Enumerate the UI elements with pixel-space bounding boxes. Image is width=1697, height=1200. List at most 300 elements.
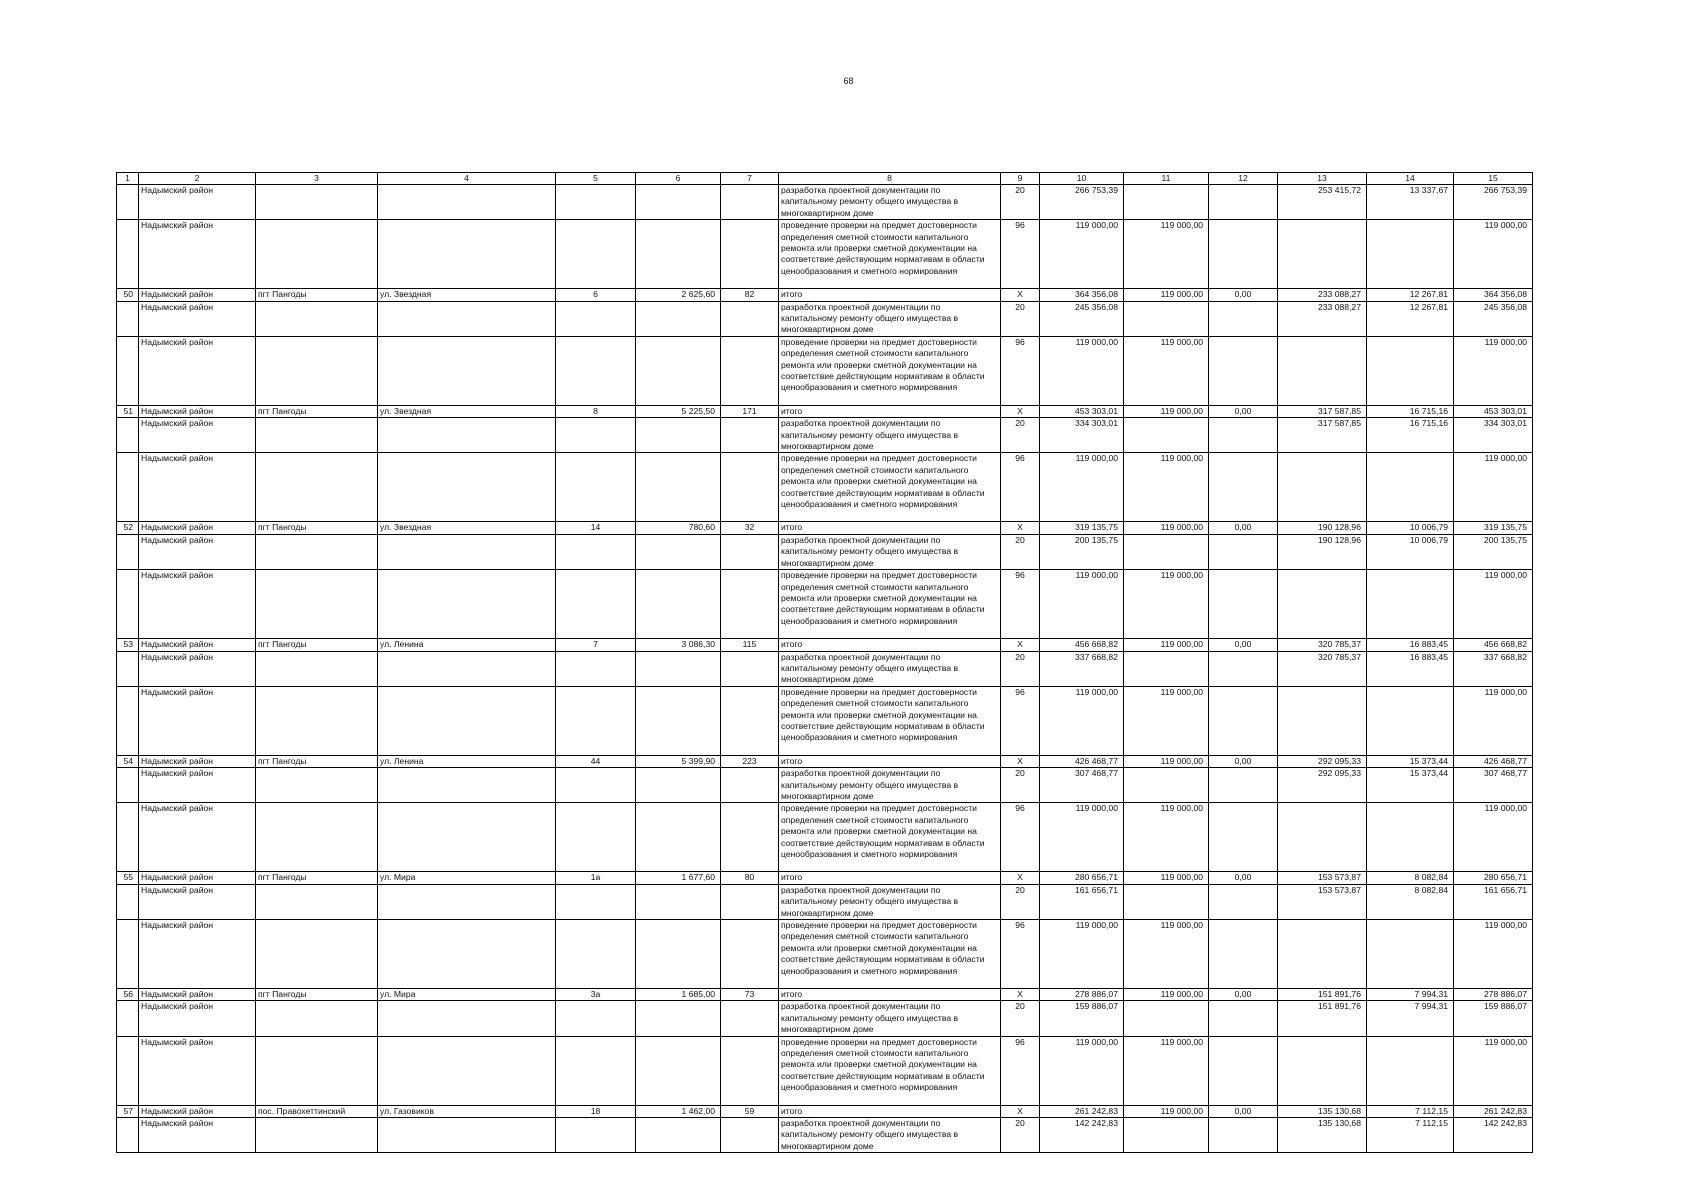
table-row	[117, 289, 1533, 301]
grand-total-cell: 280 656,71	[1454, 872, 1533, 884]
row-number-cell: 56	[117, 988, 139, 1000]
total-cost-cell: 334 303,01	[1040, 418, 1124, 453]
fund-cost-cell	[1124, 1118, 1209, 1153]
code-cell: 20	[1001, 418, 1040, 453]
work-type-cell: разработка проектной документации по капитальному ремонту общего имущества в многоквартирном доме	[779, 418, 1001, 453]
house-number-cell	[556, 768, 636, 803]
house-number-cell: 14	[556, 522, 636, 534]
grand-total-cell: 119 000,00	[1454, 336, 1533, 405]
row-number-cell	[117, 768, 139, 803]
street-cell	[378, 1036, 556, 1105]
district-cell: Надымский район	[139, 336, 256, 405]
street-cell	[378, 919, 556, 988]
total-cost-cell: 456 668,82	[1040, 639, 1124, 651]
table-row	[117, 1118, 1533, 1153]
settlement-cell: пгт Пангоды	[256, 872, 378, 884]
fund-cost-cell: 119 000,00	[1124, 570, 1209, 639]
total-cost-cell: 337 668,82	[1040, 651, 1124, 686]
grand-total-cell: 364 356,08	[1454, 289, 1533, 301]
row-number-cell	[117, 803, 139, 872]
district-cell: Надымский район	[139, 651, 256, 686]
code-cell: X	[1001, 988, 1040, 1000]
district-cell: Надымский район	[139, 220, 256, 289]
residents-cell: 59	[721, 1105, 779, 1117]
row-number-cell: 57	[117, 1105, 139, 1117]
budget-cost-cell	[1209, 185, 1278, 220]
residents-cell	[721, 453, 779, 522]
residents-cell: 73	[721, 988, 779, 1000]
street-cell	[378, 453, 556, 522]
table-row	[117, 1036, 1533, 1105]
district-cell: Надымский район	[139, 639, 256, 651]
district-cell: Надымский район	[139, 1118, 256, 1153]
residents-cell	[721, 803, 779, 872]
area-cell: 3 086,30	[636, 639, 721, 651]
work-type-cell: итого	[779, 988, 1001, 1000]
row-number-cell: 50	[117, 289, 139, 301]
house-number-cell	[556, 919, 636, 988]
total-cost-cell: 278 886,07	[1040, 988, 1124, 1000]
residents-cell	[721, 884, 779, 919]
table-row	[117, 336, 1533, 405]
regional-cost-cell: 317 587,85	[1278, 405, 1367, 417]
house-number-cell: 44	[556, 755, 636, 767]
column-header-2: 2	[139, 173, 256, 185]
total-cost-cell: 161 656,71	[1040, 884, 1124, 919]
repair-program-table-container	[116, 172, 1533, 1153]
settlement-cell	[256, 1118, 378, 1153]
grand-total-cell: 334 303,01	[1454, 418, 1533, 453]
grand-total-cell: 245 356,08	[1454, 301, 1533, 336]
row-number-cell	[117, 185, 139, 220]
budget-cost-cell	[1209, 919, 1278, 988]
code-cell: X	[1001, 755, 1040, 767]
work-type-cell: итого	[779, 405, 1001, 417]
house-number-cell: 3а	[556, 988, 636, 1000]
fund-cost-cell: 119 000,00	[1124, 639, 1209, 651]
street-cell	[378, 1001, 556, 1036]
total-cost-cell: 142 242,83	[1040, 1118, 1124, 1153]
code-cell: 96	[1001, 220, 1040, 289]
residents-cell	[721, 919, 779, 988]
code-cell: X	[1001, 522, 1040, 534]
row-number-cell: 54	[117, 755, 139, 767]
area-cell: 1 685,00	[636, 988, 721, 1000]
regional-cost-cell: 292 095,33	[1278, 755, 1367, 767]
regional-cost-cell: 320 785,37	[1278, 651, 1367, 686]
budget-cost-cell: 0,00	[1209, 405, 1278, 417]
table-header	[117, 173, 1533, 185]
work-type-cell: итого	[779, 522, 1001, 534]
total-cost-cell: 319 135,75	[1040, 522, 1124, 534]
settlement-cell: пгт Пангоды	[256, 522, 378, 534]
row-number-cell	[117, 534, 139, 569]
budget-cost-cell	[1209, 418, 1278, 453]
work-type-cell: итого	[779, 755, 1001, 767]
table-row	[117, 1105, 1533, 1117]
settlement-cell: пгт Пангоды	[256, 988, 378, 1000]
residents-cell	[721, 185, 779, 220]
code-cell: 20	[1001, 651, 1040, 686]
residents-cell: 223	[721, 755, 779, 767]
fund-cost-cell	[1124, 301, 1209, 336]
residents-cell: 80	[721, 872, 779, 884]
code-cell: 20	[1001, 1118, 1040, 1153]
grand-total-cell: 119 000,00	[1454, 570, 1533, 639]
total-cost-cell: 119 000,00	[1040, 1036, 1124, 1105]
house-number-cell	[556, 301, 636, 336]
regional-cost-cell: 253 415,72	[1278, 185, 1367, 220]
street-cell	[378, 336, 556, 405]
residents-cell	[721, 336, 779, 405]
regional-cost-cell	[1278, 336, 1367, 405]
street-cell: ул. Звездная	[378, 405, 556, 417]
table-row	[117, 919, 1533, 988]
budget-cost-cell: 0,00	[1209, 988, 1278, 1000]
local-cost-cell: 16 883,45	[1367, 639, 1454, 651]
total-cost-cell: 453 303,01	[1040, 405, 1124, 417]
total-cost-cell: 261 242,83	[1040, 1105, 1124, 1117]
column-header-15: 15	[1454, 173, 1533, 185]
residents-cell: 115	[721, 639, 779, 651]
residents-cell	[721, 570, 779, 639]
local-cost-cell	[1367, 1036, 1454, 1105]
table-row	[117, 534, 1533, 569]
grand-total-cell: 278 886,07	[1454, 988, 1533, 1000]
budget-cost-cell	[1209, 570, 1278, 639]
residents-cell	[721, 301, 779, 336]
area-cell	[636, 453, 721, 522]
grand-total-cell: 159 886,07	[1454, 1001, 1533, 1036]
row-number-cell	[117, 1118, 139, 1153]
street-cell	[378, 686, 556, 755]
settlement-cell: пгт Пангоды	[256, 755, 378, 767]
local-cost-cell	[1367, 220, 1454, 289]
row-number-cell: 51	[117, 405, 139, 417]
row-number-cell: 52	[117, 522, 139, 534]
street-cell	[378, 418, 556, 453]
area-cell	[636, 768, 721, 803]
total-cost-cell: 200 135,75	[1040, 534, 1124, 569]
residents-cell	[721, 1001, 779, 1036]
local-cost-cell: 15 373,44	[1367, 768, 1454, 803]
table-row	[117, 884, 1533, 919]
settlement-cell	[256, 453, 378, 522]
work-type-cell: итого	[779, 639, 1001, 651]
total-cost-cell: 119 000,00	[1040, 336, 1124, 405]
district-cell: Надымский район	[139, 418, 256, 453]
house-number-cell	[556, 570, 636, 639]
area-cell: 1 462,00	[636, 1105, 721, 1117]
grand-total-cell: 319 135,75	[1454, 522, 1533, 534]
district-cell: Надымский район	[139, 570, 256, 639]
house-number-cell: 18	[556, 1105, 636, 1117]
table-row	[117, 453, 1533, 522]
house-number-cell	[556, 453, 636, 522]
district-cell: Надымский район	[139, 884, 256, 919]
settlement-cell	[256, 418, 378, 453]
street-cell: ул. Мира	[378, 872, 556, 884]
house-number-cell	[556, 1001, 636, 1036]
regional-cost-cell: 233 088,27	[1278, 301, 1367, 336]
fund-cost-cell	[1124, 418, 1209, 453]
fund-cost-cell: 119 000,00	[1124, 522, 1209, 534]
table-row	[117, 988, 1533, 1000]
page-number: 68	[843, 76, 854, 86]
work-type-cell: разработка проектной документации по капитальному ремонту общего имущества в многоквартирном доме	[779, 1001, 1001, 1036]
column-header-8: 8	[779, 173, 1001, 185]
fund-cost-cell: 119 000,00	[1124, 988, 1209, 1000]
total-cost-cell: 119 000,00	[1040, 686, 1124, 755]
fund-cost-cell: 119 000,00	[1124, 405, 1209, 417]
table-row	[117, 185, 1533, 220]
local-cost-cell: 15 373,44	[1367, 755, 1454, 767]
work-type-cell: разработка проектной документации по капитальному ремонту общего имущества в многоквартирном доме	[779, 534, 1001, 569]
house-number-cell	[556, 651, 636, 686]
area-cell	[636, 884, 721, 919]
settlement-cell	[256, 220, 378, 289]
column-header-13: 13	[1278, 173, 1367, 185]
regional-cost-cell: 153 573,87	[1278, 884, 1367, 919]
work-type-cell: разработка проектной документации по капитальному ремонту общего имущества в многоквартирном доме	[779, 1118, 1001, 1153]
work-type-cell: проведение проверки на предмет достоверности определения сметной стоимости капитального ремонта или проверки сметной документации на соответствие действующим нормативам в области ценообразования и сметного нормирования	[779, 1036, 1001, 1105]
budget-cost-cell	[1209, 301, 1278, 336]
settlement-cell: пгт Пангоды	[256, 639, 378, 651]
regional-cost-cell	[1278, 220, 1367, 289]
area-cell: 780,60	[636, 522, 721, 534]
regional-cost-cell	[1278, 453, 1367, 522]
house-number-cell: 8	[556, 405, 636, 417]
district-cell: Надымский район	[139, 803, 256, 872]
residents-cell: 82	[721, 289, 779, 301]
settlement-cell: пгт Пангоды	[256, 405, 378, 417]
table-row	[117, 803, 1533, 872]
code-cell: 96	[1001, 803, 1040, 872]
grand-total-cell: 119 000,00	[1454, 686, 1533, 755]
regional-cost-cell: 233 088,27	[1278, 289, 1367, 301]
code-cell: 20	[1001, 768, 1040, 803]
row-number-cell	[117, 418, 139, 453]
residents-cell	[721, 220, 779, 289]
district-cell: Надымский район	[139, 405, 256, 417]
area-cell	[636, 220, 721, 289]
district-cell: Надымский район	[139, 289, 256, 301]
code-cell: 20	[1001, 534, 1040, 569]
house-number-cell	[556, 1036, 636, 1105]
table-row	[117, 418, 1533, 453]
budget-cost-cell: 0,00	[1209, 872, 1278, 884]
work-type-cell: проведение проверки на предмет достоверности определения сметной стоимости капитального ремонта или проверки сметной документации на соответствие действующим нормативам в области ценообразования и сметного нормирования	[779, 336, 1001, 405]
column-header-11: 11	[1124, 173, 1209, 185]
work-type-cell: итого	[779, 872, 1001, 884]
column-header-1: 1	[117, 173, 139, 185]
local-cost-cell: 12 267,81	[1367, 289, 1454, 301]
regional-cost-cell: 151 891,76	[1278, 1001, 1367, 1036]
budget-cost-cell: 0,00	[1209, 755, 1278, 767]
fund-cost-cell	[1124, 1001, 1209, 1036]
grand-total-cell: 200 135,75	[1454, 534, 1533, 569]
total-cost-cell: 119 000,00	[1040, 220, 1124, 289]
regional-cost-cell: 317 587,85	[1278, 418, 1367, 453]
grand-total-cell: 426 468,77	[1454, 755, 1533, 767]
district-cell: Надымский район	[139, 872, 256, 884]
area-cell	[636, 1118, 721, 1153]
column-header-4: 4	[378, 173, 556, 185]
total-cost-cell: 426 468,77	[1040, 755, 1124, 767]
local-cost-cell	[1367, 570, 1454, 639]
settlement-cell: пос. Правохеттинский	[256, 1105, 378, 1117]
street-cell	[378, 185, 556, 220]
street-cell	[378, 570, 556, 639]
local-cost-cell: 16 715,16	[1367, 405, 1454, 417]
settlement-cell	[256, 1036, 378, 1105]
residents-cell	[721, 534, 779, 569]
area-cell	[636, 185, 721, 220]
local-cost-cell	[1367, 686, 1454, 755]
code-cell: 96	[1001, 570, 1040, 639]
code-cell: 96	[1001, 1036, 1040, 1105]
code-cell: 96	[1001, 336, 1040, 405]
total-cost-cell: 280 656,71	[1040, 872, 1124, 884]
street-cell	[378, 768, 556, 803]
budget-cost-cell: 0,00	[1209, 639, 1278, 651]
settlement-cell	[256, 803, 378, 872]
area-cell	[636, 534, 721, 569]
work-type-cell: проведение проверки на предмет достоверности определения сметной стоимости капитального ремонта или проверки сметной документации на соответствие действующим нормативам в области ценообразования и сметного нормирования	[779, 803, 1001, 872]
house-number-cell	[556, 336, 636, 405]
grand-total-cell: 119 000,00	[1454, 1036, 1533, 1105]
work-type-cell: проведение проверки на предмет достоверности определения сметной стоимости капитального ремонта или проверки сметной документации на соответствие действующим нормативам в области ценообразования и сметного нормирования	[779, 919, 1001, 988]
grand-total-cell: 119 000,00	[1454, 919, 1533, 988]
district-cell: Надымский район	[139, 1105, 256, 1117]
street-cell	[378, 884, 556, 919]
settlement-cell	[256, 919, 378, 988]
row-number-cell	[117, 336, 139, 405]
local-cost-cell	[1367, 919, 1454, 988]
grand-total-cell: 161 656,71	[1454, 884, 1533, 919]
grand-total-cell: 337 668,82	[1454, 651, 1533, 686]
fund-cost-cell: 119 000,00	[1124, 1105, 1209, 1117]
settlement-cell	[256, 686, 378, 755]
regional-cost-cell: 135 130,68	[1278, 1118, 1367, 1153]
area-cell: 5 225,50	[636, 405, 721, 417]
budget-cost-cell	[1209, 534, 1278, 569]
regional-cost-cell	[1278, 570, 1367, 639]
table-row	[117, 639, 1533, 651]
fund-cost-cell: 119 000,00	[1124, 755, 1209, 767]
regional-cost-cell	[1278, 919, 1367, 988]
row-number-cell	[117, 301, 139, 336]
budget-cost-cell	[1209, 768, 1278, 803]
local-cost-cell: 7 112,15	[1367, 1118, 1454, 1153]
table-row	[117, 651, 1533, 686]
fund-cost-cell: 119 000,00	[1124, 686, 1209, 755]
regional-cost-cell: 190 128,96	[1278, 522, 1367, 534]
column-header-7: 7	[721, 173, 779, 185]
regional-cost-cell: 135 130,68	[1278, 1105, 1367, 1117]
area-cell	[636, 1001, 721, 1036]
residents-cell: 32	[721, 522, 779, 534]
budget-cost-cell	[1209, 686, 1278, 755]
column-number-row	[117, 173, 1533, 185]
area-cell	[636, 686, 721, 755]
area-cell	[636, 651, 721, 686]
house-number-cell: 1а	[556, 872, 636, 884]
settlement-cell	[256, 301, 378, 336]
district-cell: Надымский район	[139, 534, 256, 569]
settlement-cell	[256, 768, 378, 803]
local-cost-cell: 7 994,31	[1367, 1001, 1454, 1036]
row-number-cell: 55	[117, 872, 139, 884]
total-cost-cell: 119 000,00	[1040, 803, 1124, 872]
total-cost-cell: 266 753,39	[1040, 185, 1124, 220]
table-row	[117, 220, 1533, 289]
grand-total-cell: 456 668,82	[1454, 639, 1533, 651]
fund-cost-cell	[1124, 651, 1209, 686]
column-header-3: 3	[256, 173, 378, 185]
total-cost-cell: 245 356,08	[1040, 301, 1124, 336]
table-row	[117, 301, 1533, 336]
budget-cost-cell	[1209, 884, 1278, 919]
area-cell	[636, 1036, 721, 1105]
table-row	[117, 1001, 1533, 1036]
area-cell: 2 625,60	[636, 289, 721, 301]
house-number-cell	[556, 220, 636, 289]
grand-total-cell: 119 000,00	[1454, 453, 1533, 522]
total-cost-cell: 119 000,00	[1040, 919, 1124, 988]
table-row	[117, 872, 1533, 884]
table-row	[117, 522, 1533, 534]
local-cost-cell: 7 112,15	[1367, 1105, 1454, 1117]
table-row	[117, 755, 1533, 767]
residents-cell	[721, 1118, 779, 1153]
regional-cost-cell	[1278, 1036, 1367, 1105]
district-cell: Надымский район	[139, 185, 256, 220]
district-cell: Надымский район	[139, 988, 256, 1000]
house-number-cell	[556, 185, 636, 220]
column-header-9: 9	[1001, 173, 1040, 185]
local-cost-cell: 10 006,79	[1367, 522, 1454, 534]
budget-cost-cell	[1209, 220, 1278, 289]
street-cell	[378, 1118, 556, 1153]
row-number-cell	[117, 884, 139, 919]
area-cell: 5 399,90	[636, 755, 721, 767]
table-row	[117, 686, 1533, 755]
budget-cost-cell	[1209, 1036, 1278, 1105]
grand-total-cell: 119 000,00	[1454, 803, 1533, 872]
column-header-12: 12	[1209, 173, 1278, 185]
budget-cost-cell	[1209, 651, 1278, 686]
work-type-cell: разработка проектной документации по капитальному ремонту общего имущества в многоквартирном доме	[779, 301, 1001, 336]
district-cell: Надымский район	[139, 919, 256, 988]
house-number-cell	[556, 1118, 636, 1153]
street-cell	[378, 301, 556, 336]
district-cell: Надымский район	[139, 768, 256, 803]
fund-cost-cell: 119 000,00	[1124, 872, 1209, 884]
district-cell: Надымский район	[139, 301, 256, 336]
grand-total-cell: 119 000,00	[1454, 220, 1533, 289]
area-cell	[636, 301, 721, 336]
regional-cost-cell	[1278, 803, 1367, 872]
budget-cost-cell: 0,00	[1209, 522, 1278, 534]
row-number-cell	[117, 220, 139, 289]
residents-cell	[721, 418, 779, 453]
work-type-cell: проведение проверки на предмет достоверности определения сметной стоимости капитального ремонта или проверки сметной документации на соответствие действующим нормативам в области ценообразования и сметного нормирования	[779, 453, 1001, 522]
area-cell	[636, 803, 721, 872]
work-type-cell: проведение проверки на предмет достоверности определения сметной стоимости капитального ремонта или проверки сметной документации на соответствие действующим нормативам в области ценообразования и сметного нормирования	[779, 220, 1001, 289]
budget-cost-cell: 0,00	[1209, 289, 1278, 301]
grand-total-cell: 307 468,77	[1454, 768, 1533, 803]
